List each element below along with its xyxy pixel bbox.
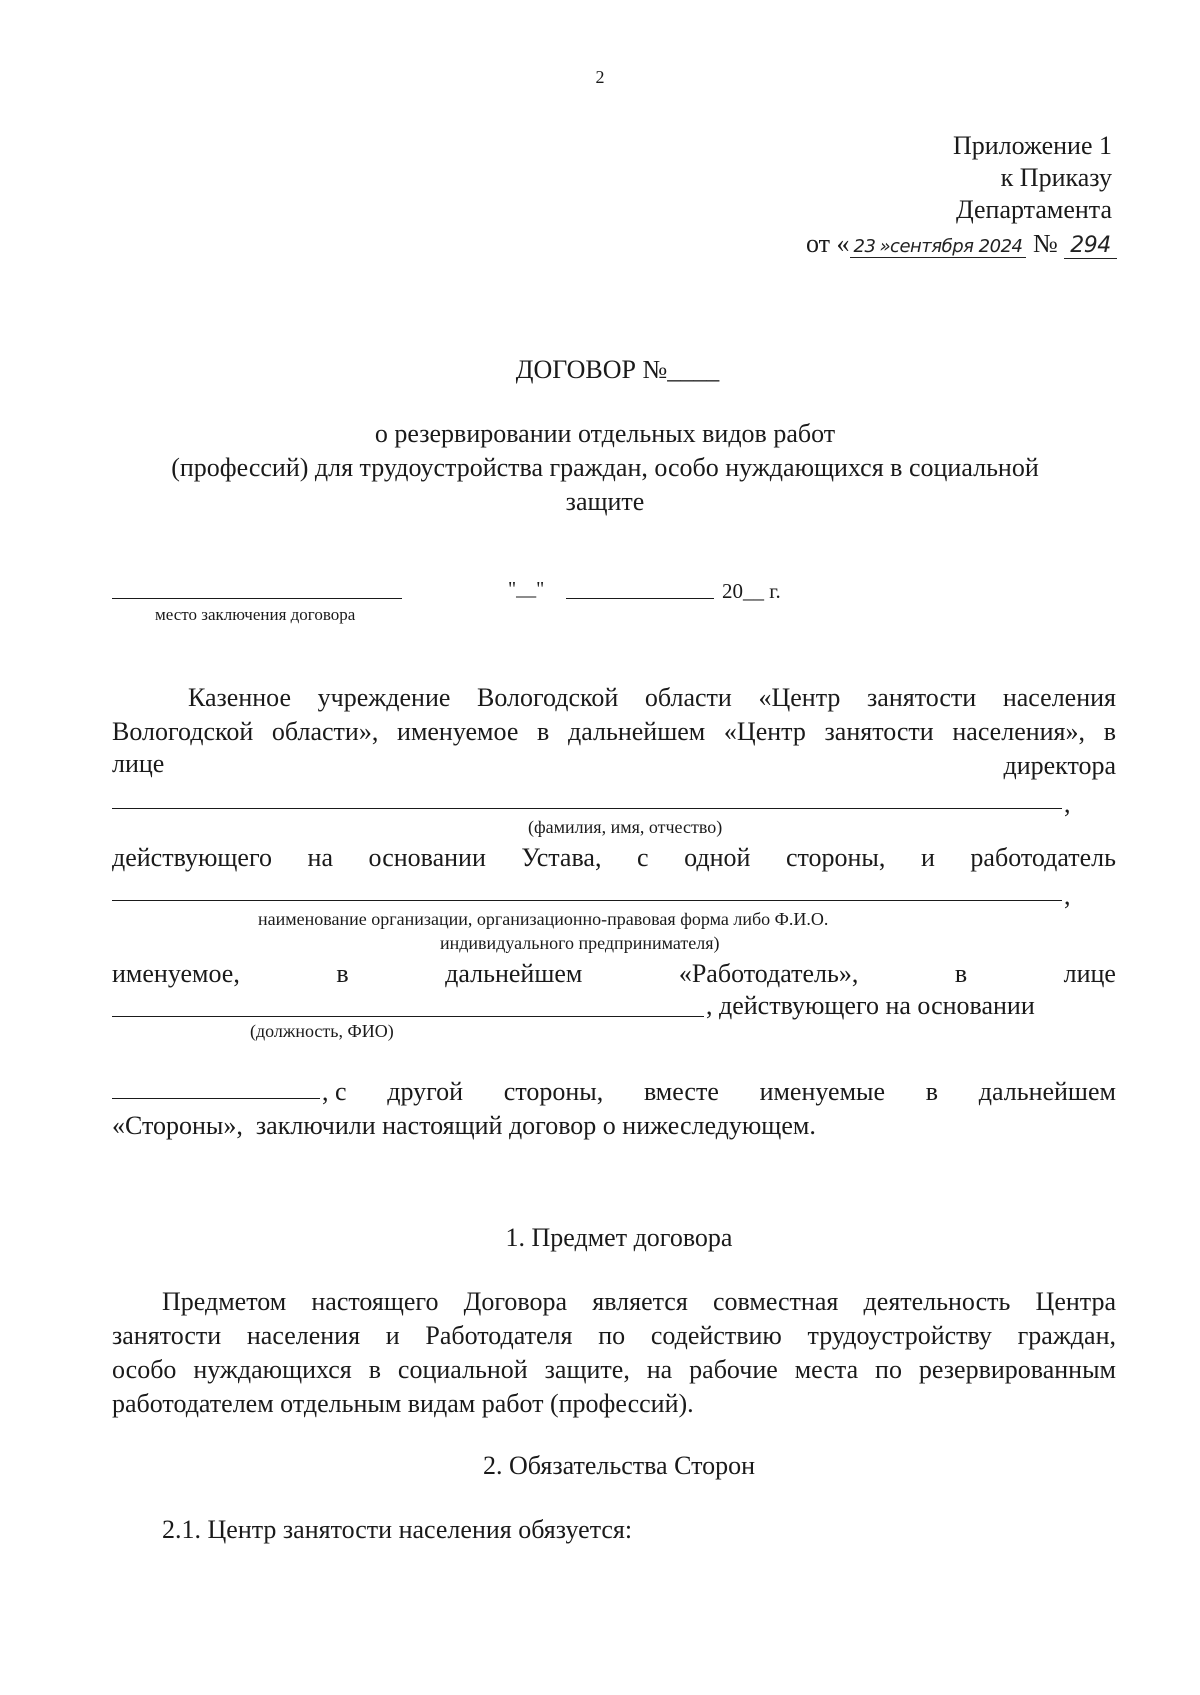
subtitle-line-3: защите — [565, 487, 645, 516]
appendix-line-1: Приложение 1 — [952, 131, 1112, 160]
section-1-heading: 1. Предмет договора — [505, 1223, 733, 1252]
word: лице — [1063, 959, 1116, 988]
section-1-line-2: занятости населения и Работодателя по содействию трудоустройству граждан, — [112, 1321, 1116, 1350]
date-prefix: от « — [806, 229, 850, 258]
word: Устава, — [521, 843, 602, 872]
handwritten-month-year: »сентября 2024 — [879, 236, 1026, 258]
subtitle-line-2: (профессий) для трудоустройства граждан, особо нуждающихся в социальной — [171, 453, 1039, 482]
word: в — [336, 959, 349, 988]
word: на — [307, 843, 333, 872]
word: другой — [387, 1077, 464, 1106]
word: работодатель — [970, 843, 1116, 872]
word: и — [920, 843, 935, 872]
appendix-line-3: Департамента — [955, 195, 1112, 224]
comma-after-director: , — [1064, 789, 1071, 818]
intro-line-7 — [112, 958, 1116, 990]
word: одной — [684, 843, 751, 872]
word: «Работодатель», — [678, 959, 859, 988]
word: вместе — [643, 1077, 719, 1106]
date-month-blank-line — [566, 598, 714, 599]
place-blank-line — [112, 598, 402, 599]
page-number: 2 — [595, 67, 605, 87]
intro-line-3-left: лице — [112, 749, 165, 778]
word: именуемые — [759, 1077, 886, 1106]
employer-name-blank-line — [112, 900, 1062, 901]
contract-title: ДОГОВОР №____ — [515, 355, 720, 384]
appendix-date-line — [806, 228, 1117, 263]
representative-blank-line — [112, 1016, 704, 1017]
org-caption-line-2: индивидуального предпринимателя) — [440, 933, 720, 953]
word: в — [954, 959, 968, 988]
section-2-heading: 2. Обязательства Сторон — [483, 1451, 755, 1480]
word: дальнейшем — [978, 1077, 1116, 1106]
date-year: 20__ г. — [722, 579, 781, 603]
word: стороны, — [503, 1077, 604, 1106]
date-day-blank: "__" — [508, 578, 545, 600]
intro-line-2: Вологодской области», именуемое в дальнейшем «Центр занятости населения», в — [112, 717, 1116, 746]
handwritten-number: 294 — [1064, 233, 1117, 259]
word: действующего — [112, 843, 272, 872]
place-caption: место заключения договора — [155, 605, 356, 624]
basis-blank-line — [112, 1098, 320, 1099]
word: с — [637, 843, 649, 872]
section-1-line-1: Предметом настоящего Договора является совместная деятельность Центра — [162, 1287, 1116, 1316]
fio-caption: (фамилия, имя, отчество) — [528, 817, 723, 837]
word: стороны, — [785, 843, 886, 872]
word: в — [925, 1077, 939, 1106]
org-caption-line-1: наименование организации, организационно-правовая форма либо Ф.И.О. — [258, 909, 829, 929]
word: именуемое, — [112, 959, 240, 988]
word: , с — [322, 1077, 347, 1106]
intro-line-1: Казенное учреждение Вологодской области «Центр занятости населения — [188, 683, 1116, 712]
subtitle-line-1: о резервировании отдельных видов работ — [374, 419, 836, 448]
intro-line-11: «Стороны», заключили настоящий договор о нижеследующем. — [112, 1111, 816, 1140]
intro-line-3-right: директора — [1003, 751, 1116, 780]
handwritten-day: 23 — [850, 236, 880, 258]
section-1-line-3: особо нуждающихся в социальной защите, на рабочие места по резервированным — [112, 1355, 1116, 1384]
intro-line-5 — [112, 842, 1116, 874]
intro-line-10 — [322, 1076, 1116, 1108]
position-caption: (должность, ФИО) — [250, 1021, 394, 1041]
appendix-line-2: к Приказу — [1000, 163, 1112, 192]
comma-after-employer: , — [1064, 881, 1071, 910]
section-2-item-2-1: 2.1. Центр занятости населения обязуется: — [162, 1515, 633, 1544]
director-name-blank-line — [112, 808, 1062, 809]
section-1-line-4: работодателем отдельным видам работ (профессий). — [112, 1389, 694, 1418]
number-label: № — [1032, 229, 1058, 258]
word: основании — [368, 843, 486, 872]
intro-line-8-tail: , действующего на основании — [706, 991, 1035, 1020]
word: дальнейшем — [445, 959, 583, 988]
